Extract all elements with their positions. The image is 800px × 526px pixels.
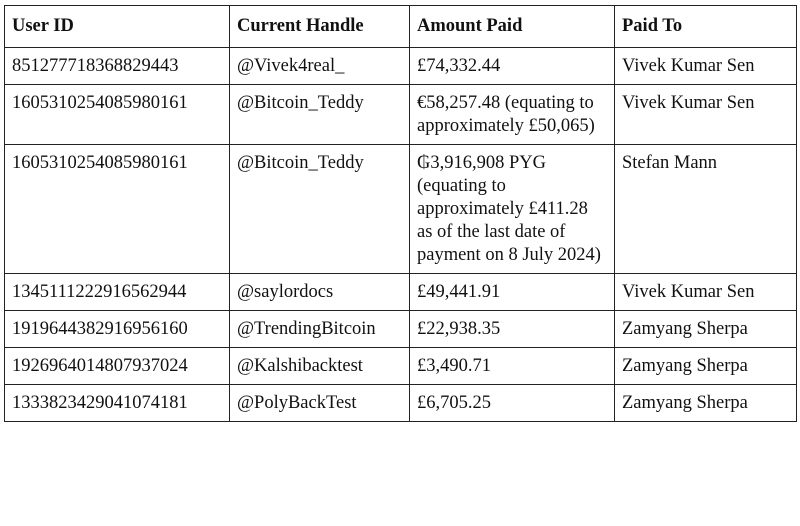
table-row [5, 48, 797, 85]
cell-handle: @Kalshibacktest [230, 348, 410, 385]
header-paid-to: Paid To [615, 6, 797, 48]
cell-amount: £22,938.35 [410, 311, 615, 348]
cell-handle: @PolyBackTest [230, 385, 410, 422]
cell-handle: @saylordocs [230, 274, 410, 311]
table-row [5, 311, 797, 348]
cell-paid-to: Zamyang Sherpa [615, 385, 797, 422]
cell-user-id: 1926964014807937024 [5, 348, 230, 385]
cell-paid-to: Vivek Kumar Sen [615, 48, 797, 85]
cell-user-id: 1919644382916956160 [5, 311, 230, 348]
cell-handle: @Bitcoin_Teddy [230, 145, 410, 274]
cell-amount: £3,490.71 [410, 348, 615, 385]
cell-paid-to: Stefan Mann [615, 145, 797, 274]
cell-amount: £6,705.25 [410, 385, 615, 422]
document-page [4, 5, 797, 422]
cell-paid-to: Zamyang Sherpa [615, 348, 797, 385]
cell-paid-to: Zamyang Sherpa [615, 311, 797, 348]
cell-handle: @Vivek4real_ [230, 48, 410, 85]
header-amount-paid: Amount Paid [410, 6, 615, 48]
cell-amount: £49,441.91 [410, 274, 615, 311]
cell-user-id: 1345111222916562944 [5, 274, 230, 311]
cell-user-id: 1605310254085980161 [5, 85, 230, 145]
table-row [5, 145, 797, 274]
cell-amount: €58,257.48 (equating to approximately £50,065) [410, 85, 615, 145]
cell-user-id: 1605310254085980161 [5, 145, 230, 274]
header-current-handle: Current Handle [230, 6, 410, 48]
cell-amount: £74,332.44 [410, 48, 615, 85]
cell-paid-to: Vivek Kumar Sen [615, 85, 797, 145]
payments-table [4, 5, 797, 422]
cell-user-id: 851277718368829443 [5, 48, 230, 85]
table-row [5, 385, 797, 422]
cell-handle: @Bitcoin_Teddy [230, 85, 410, 145]
cell-user-id: 1333823429041074181 [5, 385, 230, 422]
table-row [5, 274, 797, 311]
table-header-row [5, 6, 797, 48]
table-row [5, 85, 797, 145]
cell-handle: @TrendingBitcoin [230, 311, 410, 348]
header-user-id: User ID [5, 6, 230, 48]
cell-amount: ₲3,916,908 PYG (equating to approximately £411.28 as of the last date of payment on 8 July 2024) [410, 145, 615, 274]
table-row [5, 348, 797, 385]
cell-paid-to: Vivek Kumar Sen [615, 274, 797, 311]
